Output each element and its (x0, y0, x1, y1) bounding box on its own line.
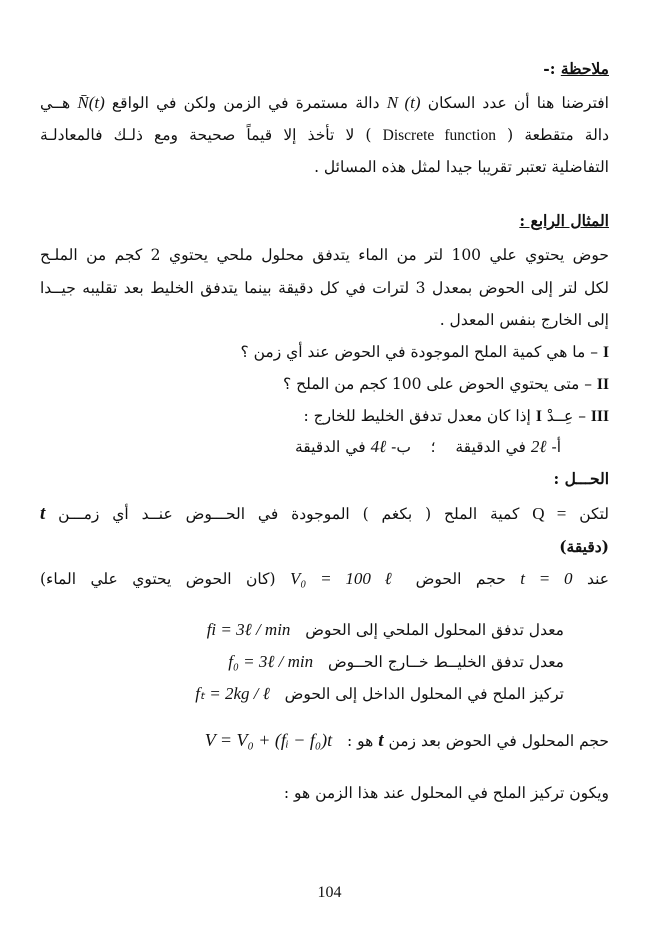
solution-line1-text-b: كمية الملح ( بكغم ) الموجودة في الحـــوض عنــد أي زمـــن (58, 505, 520, 523)
solution-line3-math-t0: t = 0 (520, 569, 573, 588)
example-line-3: إلى الخارج بنفس المعدل . (439, 311, 609, 329)
rate-out-line (228, 652, 564, 672)
note-line1-text-a: افترضنا هنا أن عدد السكان (427, 94, 609, 112)
volume-t: t (378, 730, 384, 751)
question-3-text-a: – عِــدْ (546, 407, 586, 425)
solution-last-line: ويكون تركيز الملح في المحلول عند هذا الزمن هو : (283, 784, 609, 802)
solution-heading: الحـــل : (553, 469, 609, 488)
solution-line-1 (40, 503, 609, 525)
note-line2-english: Discrete function (382, 127, 496, 144)
rate-in-label: معدل تدفق المحلول الملحي إلى الحوض (305, 621, 564, 639)
note-line-1 (40, 92, 609, 114)
volume-line (205, 730, 609, 752)
volume-label-a: حجم المحلول في الحوض بعد زمن (388, 732, 609, 750)
rate-in-math: fi = 3ℓ / min (206, 620, 291, 639)
concentration-label: تركيز الملح في المحلول الداخل إلى الحوض (284, 685, 564, 703)
volume-math: V = V₀ + (fᵢ − f₀)t (204, 730, 333, 750)
option-a-label: أ- (551, 438, 561, 456)
option-b-math: 4ℓ (370, 437, 387, 456)
question-2-text: – متى يحتوي الحوض على 100 كجم من الملح ؟ (283, 375, 592, 393)
example-heading: المثال الرابع : (519, 211, 609, 230)
concentration-math: fₜ = 2kg / ℓ (195, 684, 270, 703)
note-line1-math-nbar: N̄(t) (77, 93, 105, 112)
solution-line-2: (دقيقة) (559, 537, 609, 556)
question-3-ref: I (535, 408, 542, 425)
solution-line1-text-a: لتكن (579, 505, 609, 523)
concentration-line (195, 684, 564, 704)
question-1 (40, 341, 609, 364)
note-line1-text-b: دالة مستمرة في الزمن ولكن في الواقع (111, 94, 380, 112)
note-line-2 (40, 124, 609, 147)
option-a-math: 2ℓ (530, 437, 547, 456)
option-b-label: ب- (391, 438, 411, 456)
note-heading: ملاحظة (560, 59, 609, 78)
question-1-text: – ما هي كمية الملح الموجودة في الحوض عند أي زمن ؟ (240, 343, 599, 361)
solution-line-3 (40, 568, 609, 590)
note-line-3: التفاضلية تعتبر تقريبا جيدا لمثل هذه المسائل . (314, 158, 609, 176)
example-line-2: لكل لتر إلى الحوض بمعدل 3 لترات في كل دقيقة بينما يتدفق الخليط بعد تقليبه جيــدا (40, 279, 609, 297)
rate-out-label: معدل تدفق الخليــط خــارج الحــوض (327, 653, 564, 671)
note-heading-suffix: :- (543, 59, 556, 78)
question-1-label: I (602, 344, 609, 361)
note-line2-text-a: دالة متقطعة ( (507, 126, 610, 144)
rate-in-line (207, 620, 564, 640)
question-2 (40, 373, 609, 396)
volume-label-b: هو : (346, 732, 374, 750)
question-3-options (295, 437, 561, 457)
option-a-text: في الدقيقة (455, 438, 526, 456)
solution-line3-text-b: حجم الحوض (415, 570, 506, 588)
solution-line1-math: Q = (532, 504, 567, 523)
solution-line3-text-c: (كان الحوض يحتوي علي الماء) (40, 570, 276, 588)
question-2-label: II (596, 376, 609, 393)
option-b-text: في الدقيقة (294, 438, 366, 456)
note-line1-math-nt: N (t) (386, 93, 421, 112)
question-3-text-b: إذا كان معدل تدفق الخليط للخارج : (303, 407, 531, 425)
option-separator: ؛ (430, 438, 436, 456)
note-line1-text-c: هــي (40, 94, 71, 112)
question-3-label: III (590, 408, 609, 425)
question-3 (40, 405, 609, 428)
rate-out-math: f₀ = 3ℓ / min (228, 652, 314, 671)
note-heading-line (40, 58, 609, 80)
page-number: 104 (317, 884, 342, 901)
solution-line3-math-v0: V₀ = 100 ℓ (290, 569, 402, 588)
solution-line3-text-a: عند (586, 570, 609, 588)
note-line2-text-b: ) لا تأخذ إلا قيماً صحيحة ومع ذلـك فالمعادلـة (40, 126, 372, 144)
solution-line1-t: t (40, 503, 46, 524)
example-line-1: حوض يحتوي علي 100 لتر من الماء يتدفق محلول ملحي يحتوي 2 كجم من الملـح (40, 246, 610, 264)
